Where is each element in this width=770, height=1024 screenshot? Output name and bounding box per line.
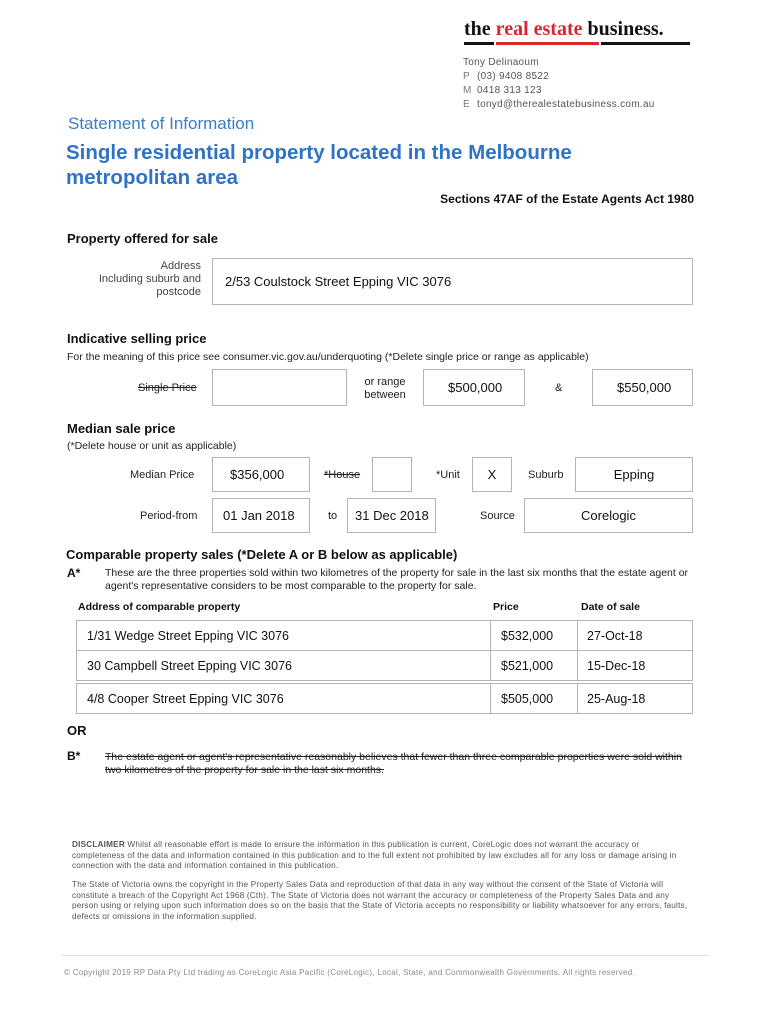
agent-phone: P (03) 9408 8522 — [463, 71, 550, 82]
unit-field[interactable]: X — [472, 457, 512, 492]
period-from-field[interactable]: 01 Jan 2018 — [212, 498, 310, 533]
comparable-price: $505,000 — [501, 691, 554, 706]
option-a-marker: A* — [67, 566, 81, 580]
agent-name: Tony Delinaoum — [463, 57, 539, 68]
statement-heading: Statement of Information — [68, 114, 255, 133]
comparable-date: 15-Dec-18 — [587, 658, 646, 673]
or-range-label: or range between — [364, 376, 406, 401]
range-and-label: & — [555, 382, 563, 394]
act-reference: Sections 47AF of the Estate Agents Act 1980 — [440, 192, 694, 206]
comparable-date: 25-Aug-18 — [587, 691, 646, 706]
option-a-text: These are the three properties sold within two kilometres of the property for sale in the last six months that the estate agent or agent's representative considers to be most comparable to the property for sale. — [105, 567, 689, 592]
comparable-row — [76, 620, 693, 651]
indicative-heading: Indicative selling price — [67, 331, 207, 346]
address-field[interactable]: 2/53 Coulstock Street Epping VIC 3076 — [212, 258, 693, 305]
unit-label: *Unit — [436, 469, 460, 481]
footer-copyright: © Copyright 2019 RP Data Pty Ltd trading as CoreLogic Asia Pacific (CoreLogic), Local, State, and Commonwealth Governments. All rights reserved. — [64, 968, 635, 977]
house-label: *House — [324, 469, 361, 481]
address-label: Address Including suburb and postcode — [98, 260, 201, 298]
comparable-heading: Comparable property sales (*Delete A or B below as applicable) — [66, 547, 458, 562]
median-heading: Median sale price — [67, 421, 176, 436]
range-high-field[interactable]: $550,000 — [592, 369, 693, 406]
comparable-address: 4/8 Cooper Street Epping VIC 3076 — [87, 691, 284, 706]
period-to-label: to — [328, 510, 338, 522]
median-price-label: Median Price — [130, 469, 195, 481]
logo-underline — [464, 42, 690, 45]
option-b-marker: B* — [67, 749, 81, 763]
indicative-note: For the meaning of this price see consumer.vic.gov.au/underquoting (*Delete single price or range as applicable) — [67, 351, 589, 363]
median-price-field[interactable]: $356,000 — [212, 457, 310, 492]
comparable-date: 27-Oct-18 — [587, 628, 643, 643]
median-note: (*Delete house or unit as applicable) — [67, 440, 237, 452]
copyright-paragraph: The State of Victoria owns the copyright in the Property Sales Data and reproduction of that data in any way without the consent of the State of Victoria will constitute a breach of the Copyright Act 1968 (Cth). The State of Victoria does not warrant the accuracy or completeness of the Property Sales Data and any person using or relying upon such information does so on the basis that the State of Victoria accepts no responsibility or liability whatsoever for any errors, faults, defects or omissions in the information supplied. — [72, 880, 688, 921]
logo-text-real-estate: real estate — [495, 18, 583, 40]
logo-text-the: the — [464, 18, 496, 40]
disclaimer-paragraph: DISCLAIMER Whilst all reasonable effort is made to ensure the information in this publication is current, CoreLogic does not warrant the accuracy or completeness of the data and information contained in this publication and to the full extent not prohibited by law excludes all for any loss or damage arising in connection with the data and information contained in this publication. — [72, 840, 677, 870]
footer-divider — [62, 955, 708, 956]
source-label: Source — [480, 510, 515, 522]
house-field[interactable] — [372, 457, 412, 492]
or-label: OR — [67, 723, 87, 738]
single-price-field[interactable] — [212, 369, 347, 406]
logo-text-business: business. — [582, 18, 664, 40]
property-heading: Property offered for sale — [67, 231, 218, 246]
period-to-field[interactable]: 31 Dec 2018 — [347, 498, 436, 533]
comparable-row — [76, 683, 693, 714]
range-low-field[interactable]: $500,000 — [423, 369, 525, 406]
agent-mobile: M 0418 313 123 — [463, 85, 542, 96]
source-field[interactable]: Corelogic — [524, 498, 693, 533]
suburb-label: Suburb — [528, 469, 564, 481]
agency-logo — [464, 18, 664, 41]
option-b-text: The estate agent or agent's representative reasonably believes that fewer than three comparable properties were sold within two kilometres of the property for sale in the last six months. — [105, 751, 682, 776]
comparable-address: 1/31 Wedge Street Epping VIC 3076 — [87, 628, 289, 643]
suburb-field[interactable]: Epping — [575, 457, 693, 492]
comparable-address: 30 Campbell Street Epping VIC 3076 — [87, 658, 292, 673]
col-header-date: Date of sale — [581, 601, 640, 613]
comparable-price: $532,000 — [501, 628, 554, 643]
col-header-price: Price — [493, 601, 519, 613]
col-header-address: Address of comparable property — [78, 601, 241, 613]
single-price-label: Single Price — [138, 382, 197, 394]
comparable-row — [76, 650, 693, 681]
comparable-price: $521,000 — [501, 658, 554, 673]
page-title: Single residential property located in the Melbourne metropolitan area — [66, 141, 572, 189]
period-from-label: Period-from — [140, 510, 198, 522]
agent-email[interactable]: E tonyd@therealestatebusiness.com.au — [463, 99, 655, 110]
